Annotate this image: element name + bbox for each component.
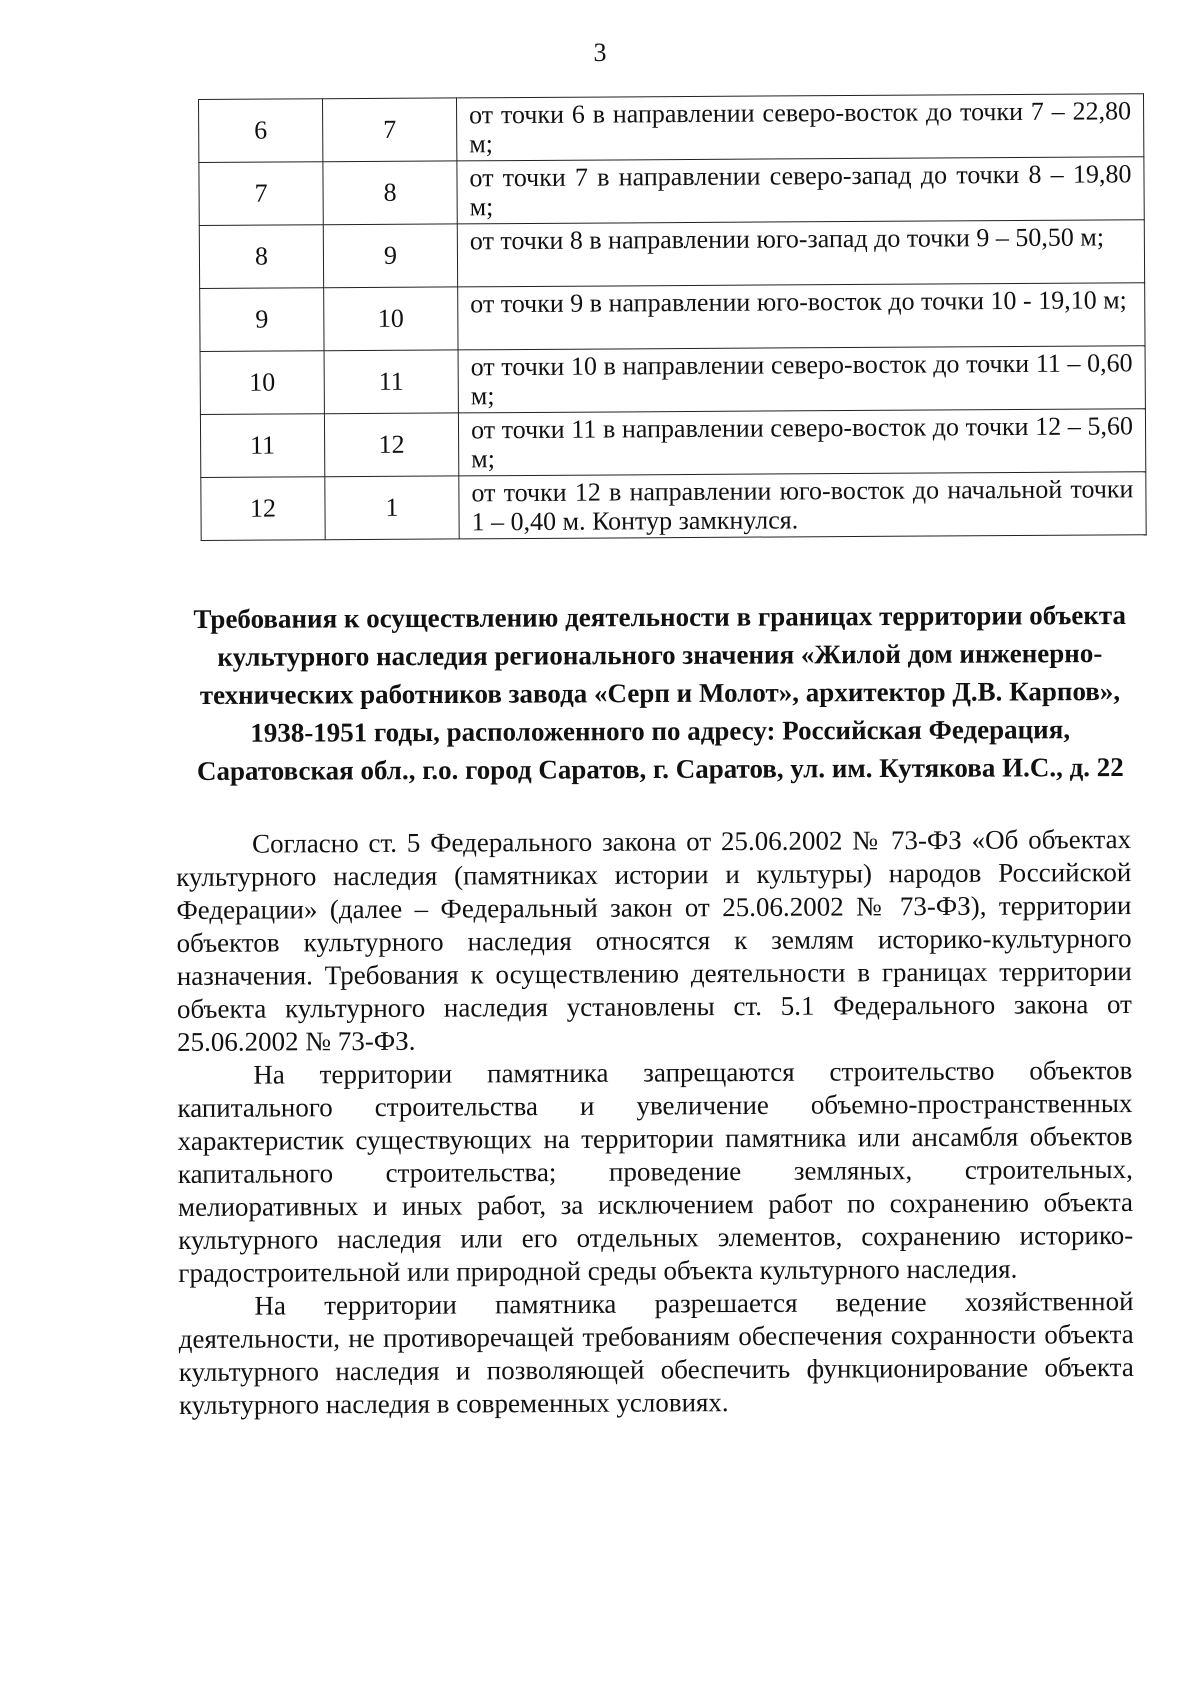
point-from-cell: 8	[199, 225, 323, 289]
segment-description-cell: от точки 12 в направлении юго-восток до начальной точки 1 – 0,40 м. Контур замкнулся.	[459, 472, 1146, 539]
table-row	[199, 94, 1144, 163]
table-row	[201, 472, 1146, 541]
paragraph: Согласно ст. 5 Федерального закона от 25.06.2002 № 73-ФЗ «Об объектах культурного наследия (памятниках истории и культуры) народов Российской Федерации» (далее – Федеральный закон от 25.06.2002 № 73-ФЗ), территории объектов культурного наследия относятся к землям историко-культурного назначения. Требования к осуществлению деятельности в границах территории объекта культурного наследия установлены ст. 5.1 Федерального закона от 25.06.2002 № 73-ФЗ.	[176, 823, 1133, 1057]
point-from-cell: 9	[200, 288, 324, 352]
segment-description-cell: от точки 10 в направлении северо-восток до точки 11 – 0,60 м;	[458, 346, 1145, 413]
section-heading: Требования к осуществлению деятельности в границах территории объекта культурного наследия регионального значения «Жилой дом инженерно-технических работников завода «Серп и Молот», архитектор Д.В. Карпов», 1938-1951 годы, расположенного по адресу: Российская Федерация, Саратовская обл., г.о. город Саратов, г. Саратов, ул. им. Кутякова И.С., д. 22	[193, 599, 1126, 787]
table-row	[199, 157, 1144, 226]
paragraph: На территории памятника запрещаются строительство объектов капитального строительства и увеличение объемно-пространственных характеристик существующих на территории памятника или ансамбля объектов капитального строительства; проведение земляных, строительных, мелиоративных и иных работ, за исключением работ по сохранению объекта культурного наследия или его отдельных элементов, сохранению историко-градостроительной или природной среды объекта культурного наследия.	[177, 1054, 1134, 1288]
point-from-cell: 11	[200, 414, 324, 478]
segment-description-cell: от точки 6 в направлении северо-восток до точки 7 – 22,80 м;	[456, 94, 1143, 161]
point-to-cell: 10	[324, 287, 458, 351]
table-row	[200, 346, 1145, 415]
point-from-cell: 7	[199, 162, 323, 226]
segment-description-cell: от точки 11 в направлении северо-восток до точки 12 – 5,60 м;	[458, 409, 1145, 476]
table-row	[200, 283, 1145, 352]
page-number: 3	[593, 38, 607, 67]
point-from-cell: 10	[200, 351, 324, 415]
point-to-cell: 12	[324, 413, 458, 477]
paragraph: На территории памятника разрешается ведение хозяйственной деятельности, не противоречащей требованиям обеспечения сохранности объекта культурного наследия и позволяющей обеспечить функционирование объекта культурного наследия в современных условиях.	[178, 1285, 1134, 1420]
point-from-cell: 12	[201, 477, 325, 541]
segment-description-cell: от точки 7 в направлении северо-запад до точки 8 – 19,80 м;	[457, 157, 1144, 224]
segment-description-cell: от точки 8 в направлении юго-запад до точки 9 – 50,50 м;	[457, 220, 1144, 287]
document-body	[176, 823, 1134, 1422]
point-to-cell: 7	[323, 98, 457, 162]
point-from-cell: 6	[199, 99, 323, 163]
point-to-cell: 9	[323, 224, 457, 288]
boundary-points-table	[198, 93, 1147, 541]
point-to-cell: 11	[324, 350, 458, 414]
point-to-cell: 1	[325, 476, 459, 540]
table-row	[199, 220, 1144, 289]
segment-description-cell: от точки 9 в направлении юго-восток до точки 10 - 19,10 м;	[458, 283, 1145, 350]
table-row	[200, 409, 1145, 478]
point-to-cell: 8	[323, 161, 457, 225]
